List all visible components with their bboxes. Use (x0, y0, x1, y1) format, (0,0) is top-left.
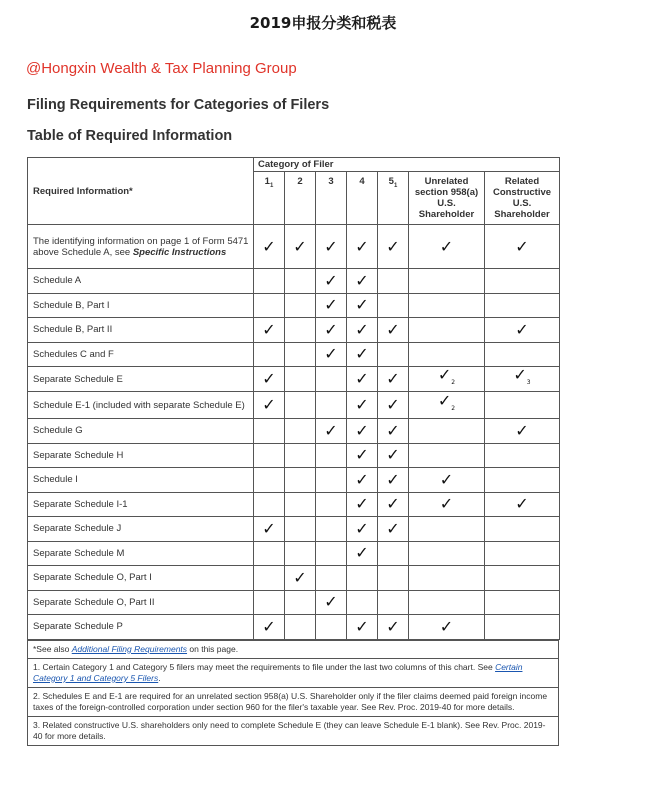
checkmark-icon: ✓ (437, 365, 452, 384)
check-cell (347, 541, 378, 566)
column-header-label: 3 (328, 176, 334, 187)
checkmark-icon: ✓ (355, 543, 369, 563)
table-row (28, 590, 560, 615)
required-info-cell (28, 367, 254, 392)
check-cell (409, 615, 485, 640)
check-cell (409, 468, 485, 493)
check-cell (347, 468, 378, 493)
check-cell (254, 293, 285, 318)
check-cell (485, 468, 560, 493)
check-cell (378, 443, 409, 468)
check-cell (485, 342, 560, 367)
check-cell (316, 615, 347, 640)
column-header-7 (485, 172, 560, 225)
check-cell (254, 615, 285, 640)
required-info-header: Required Information* (28, 158, 254, 225)
check-cell (347, 269, 378, 294)
check-cell (254, 517, 285, 542)
checkmark-icon: ✓ (355, 469, 369, 489)
check-cell (409, 566, 485, 591)
checkmark-icon: ✓ (386, 494, 400, 514)
check-cell (254, 269, 285, 294)
check-cell (485, 517, 560, 542)
check-cell (485, 392, 560, 419)
requirements-sheet (27, 157, 559, 746)
required-info-cell (28, 293, 254, 318)
required-info-cell (28, 492, 254, 517)
check-cell (316, 517, 347, 542)
category-filers-link[interactable]: Certain Category 1 and Category 5 Filers (33, 661, 523, 683)
column-header-label: 1 (264, 176, 270, 187)
checkmark-icon: ✓ (355, 420, 369, 440)
required-info-cell (28, 517, 254, 542)
check-cell (378, 492, 409, 517)
checkmark-icon: ✓ (355, 494, 369, 514)
required-info-text: Schedule B, Part I (33, 299, 110, 311)
check-cell (347, 443, 378, 468)
check-cell (378, 269, 409, 294)
checkmark-icon: ✓ (355, 518, 369, 538)
column-header-6 (409, 172, 485, 225)
table-row (28, 293, 560, 318)
checkmark-icon: ✓ (262, 518, 276, 538)
checkmark-icon: ✓ (324, 592, 338, 612)
check-cell (485, 492, 560, 517)
check-cell (409, 590, 485, 615)
check-cell (316, 392, 347, 419)
column-header-2 (285, 172, 316, 225)
brand-watermark: @Hongxin Wealth & Tax Planning Group (26, 60, 297, 77)
check-cell (485, 269, 560, 294)
required-info-cell (28, 225, 254, 269)
check-cell (485, 419, 560, 444)
required-info-text: Schedule A (33, 275, 82, 287)
check-cell (378, 468, 409, 493)
section-heading: Filing Requirements for Categories of Filers (27, 97, 330, 113)
required-info-cell (28, 342, 254, 367)
required-info-text: Separate Schedule H (33, 449, 124, 461)
see-also-note (28, 640, 559, 658)
check-cell (254, 566, 285, 591)
check-cell (409, 541, 485, 566)
check-cell (485, 541, 560, 566)
required-info-cell (28, 566, 254, 591)
checkmark-icon: ✓ (515, 420, 529, 440)
column-header-footnote-ref: 1 (269, 182, 274, 189)
check-cell (316, 419, 347, 444)
check-cell (378, 293, 409, 318)
required-info-text: Separate Schedule O, Part II (33, 596, 155, 608)
column-header-label: 4 (359, 176, 365, 187)
checkmark-icon: ✓ (515, 319, 529, 339)
required-info-text: Schedule E-1 (included with separate Schedule E) (33, 399, 245, 411)
see-also-post-text: on this page. (187, 643, 239, 654)
table-row (28, 443, 560, 468)
required-info-text: Separate Schedule P (33, 621, 123, 633)
checkmark-icon: ✓ (355, 369, 369, 389)
table-row (28, 492, 560, 517)
required-info-text: Separate Schedule J (33, 523, 122, 535)
specific-instructions-ref: Specific Instructions (132, 246, 227, 258)
checkmark-icon: ✓ (439, 236, 454, 256)
checkmark-icon: ✓ (386, 319, 400, 339)
additional-filing-requirements-link[interactable]: Additional Filing Requirements (71, 643, 188, 654)
check-cell (316, 342, 347, 367)
requirements-table (27, 157, 560, 640)
required-info-cell (28, 269, 254, 294)
required-info-cell (28, 615, 254, 640)
check-cell (378, 225, 409, 269)
check-cell (409, 367, 485, 392)
check-cell (254, 367, 285, 392)
check-cell (409, 443, 485, 468)
checkmark-icon: ✓ (355, 319, 369, 339)
check-cell (316, 269, 347, 294)
check-cell (409, 342, 485, 367)
required-info-text: Schedule B, Part II (33, 324, 113, 336)
checkmark-icon: ✓ (262, 236, 276, 256)
check-cell (378, 541, 409, 566)
checkmark-icon: ✓ (439, 494, 454, 514)
checkmark-icon: ✓ (324, 420, 338, 440)
required-info-cell (28, 468, 254, 493)
check-cell (485, 367, 560, 392)
check-cell (254, 225, 285, 269)
check-cell (485, 443, 560, 468)
checkmark-icon: ✓ (439, 469, 454, 489)
check-cell (409, 517, 485, 542)
check-cell (316, 492, 347, 517)
checkmark-icon: ✓ (386, 616, 400, 636)
check-cell (285, 342, 316, 367)
check-cell (378, 318, 409, 343)
check-cell (378, 590, 409, 615)
column-header-1 (254, 172, 285, 225)
check-cell (316, 225, 347, 269)
table-row (28, 225, 560, 269)
required-info-text: Separate Schedule E (33, 373, 123, 385)
check-cell (316, 541, 347, 566)
check-cell (347, 225, 378, 269)
check-cell (254, 443, 285, 468)
check-cell (347, 492, 378, 517)
check-cell (285, 590, 316, 615)
check-cell (347, 392, 378, 419)
check-cell (485, 615, 560, 640)
checkmark-icon: ✓ (355, 395, 369, 415)
check-cell (316, 566, 347, 591)
see-also-text: *See also (33, 643, 72, 654)
check-cell (316, 468, 347, 493)
checkmark-icon: ✓ (386, 469, 400, 489)
footnotes-table (27, 640, 559, 746)
checkmark-icon: ✓ (437, 391, 452, 411)
requirements-body (28, 225, 560, 640)
check-cell (409, 269, 485, 294)
column-header-label: 2 (297, 176, 303, 187)
footnote-ref: 3 (526, 379, 531, 387)
check-cell (378, 615, 409, 640)
checkmark-icon: ✓ (324, 236, 338, 256)
table-row (28, 367, 560, 392)
check-cell (285, 468, 316, 493)
check-cell (285, 615, 316, 640)
check-cell (347, 419, 378, 444)
table-row (28, 615, 560, 640)
check-cell (378, 367, 409, 392)
column-header-label: 5 (388, 176, 394, 187)
checkmark-icon: ✓ (386, 369, 400, 389)
table-row (28, 392, 560, 419)
table-heading: Table of Required Information (27, 128, 233, 144)
column-header-label: Unrelated section 958(a) U.S. Shareholder (414, 176, 479, 220)
check-cell (347, 566, 378, 591)
required-info-text: Schedule G (33, 425, 83, 437)
required-info-text: Separate Schedule I-1 (33, 498, 128, 510)
check-cell (409, 293, 485, 318)
check-cell (285, 419, 316, 444)
check-cell (285, 517, 316, 542)
checkmark-icon: ✓ (355, 270, 369, 290)
checkmark-icon: ✓ (262, 369, 276, 389)
check-cell (285, 566, 316, 591)
footnote-ref: 2 (451, 379, 456, 387)
check-cell (285, 392, 316, 419)
table-row (28, 269, 560, 294)
required-info-text: Schedules C and F (33, 348, 114, 360)
check-cell (409, 392, 485, 419)
required-info-text: Separate Schedule O, Part I (33, 572, 152, 584)
category-header: Category of Filer (254, 158, 560, 172)
checkmark-icon: ✓ (386, 518, 400, 538)
check-cell (254, 419, 285, 444)
check-cell (285, 443, 316, 468)
checkmark-icon: ✓ (386, 395, 400, 415)
check-cell (409, 419, 485, 444)
check-cell (347, 293, 378, 318)
footnote-2: 2. Schedules E and E-1 are required for an unrelated section 958(a) U.S. Shareholder only if the filer claims deemed paid foreign income taxes of the foreign-controlled corporation under section 960 for the filer's taxable year. See Rev. Proc. 2019-40 for more details. (28, 687, 559, 716)
check-cell (378, 419, 409, 444)
check-cell (254, 541, 285, 566)
checkmark-icon: ✓ (355, 445, 369, 465)
check-cell (378, 566, 409, 591)
footnote-1-text: 1. Certain Category 1 and Category 5 filers may meet the requirements to file under the last two columns of this chart. See (33, 661, 496, 672)
check-cell (254, 492, 285, 517)
checkmark-icon: ✓ (386, 420, 400, 440)
table-row (28, 342, 560, 367)
check-cell (347, 318, 378, 343)
check-cell (409, 492, 485, 517)
column-header-3 (316, 172, 347, 225)
table-row (28, 517, 560, 542)
required-info-cell (28, 443, 254, 468)
checkmark-icon: ✓ (262, 319, 276, 339)
checkmark-icon: ✓ (515, 236, 529, 256)
checkmark-icon: ✓ (324, 344, 338, 364)
checkmark-icon: ✓ (324, 295, 338, 315)
checkmark-icon: ✓ (293, 236, 307, 256)
required-info-cell (28, 419, 254, 444)
check-cell (254, 392, 285, 419)
check-cell (254, 342, 285, 367)
check-cell (378, 517, 409, 542)
checkmark-icon: ✓ (355, 236, 369, 256)
check-cell (285, 541, 316, 566)
required-info-cell (28, 541, 254, 566)
column-header-label: Related Constructive U.S. Shareholder (492, 176, 552, 220)
check-cell (285, 293, 316, 318)
check-cell (378, 392, 409, 419)
required-info-cell (28, 590, 254, 615)
check-cell (409, 318, 485, 343)
check-cell (285, 318, 316, 343)
check-cell (485, 566, 560, 591)
required-info-cell (28, 318, 254, 343)
check-cell (409, 225, 485, 269)
footnote-1-post-text: . (158, 672, 161, 683)
check-cell (347, 367, 378, 392)
check-cell (254, 590, 285, 615)
required-info-cell (28, 392, 254, 419)
check-cell (316, 367, 347, 392)
check-cell (285, 492, 316, 517)
column-header-4 (347, 172, 378, 225)
checkmark-icon: ✓ (513, 365, 527, 384)
checkmark-icon: ✓ (386, 445, 400, 465)
check-cell (316, 293, 347, 318)
check-cell (254, 318, 285, 343)
check-cell (285, 367, 316, 392)
check-cell (485, 590, 560, 615)
checkmark-icon: ✓ (324, 270, 338, 290)
check-cell (378, 342, 409, 367)
check-cell (316, 318, 347, 343)
check-cell (285, 269, 316, 294)
checkmark-icon: ✓ (355, 295, 369, 315)
required-info-text: The identifying information on page 1 of Form 5471 above Schedule A, see (33, 235, 249, 258)
page-title: 2019申报分类和税表 (249, 14, 397, 32)
check-cell (347, 615, 378, 640)
footnote-3: 3. Related constructive U.S. shareholders only need to complete Schedule E (they can leave Schedule E-1 blank). See Rev. Proc. 2019-40 for more details. (28, 716, 559, 745)
check-cell (347, 590, 378, 615)
checkmark-icon: ✓ (386, 236, 400, 256)
check-cell (347, 342, 378, 367)
checkmark-icon: ✓ (293, 567, 307, 587)
column-header-5 (378, 172, 409, 225)
check-cell (485, 318, 560, 343)
table-row (28, 468, 560, 493)
checkmark-icon: ✓ (355, 616, 369, 636)
checkmark-icon: ✓ (355, 344, 369, 364)
checkmark-icon: ✓ (262, 395, 276, 415)
footnote-1 (28, 658, 559, 687)
required-info-text: Separate Schedule M (33, 547, 125, 559)
column-header-footnote-ref: 1 (393, 182, 398, 189)
check-cell (254, 468, 285, 493)
checkmark-icon: ✓ (515, 494, 529, 514)
checkmark-icon: ✓ (324, 319, 338, 339)
checkmark-icon: ✓ (439, 616, 454, 636)
check-cell (485, 293, 560, 318)
check-cell (347, 517, 378, 542)
check-cell (285, 225, 316, 269)
table-row (28, 419, 560, 444)
table-row (28, 318, 560, 343)
checkmark-icon: ✓ (262, 616, 276, 636)
required-info-text: Schedule I (33, 474, 78, 486)
table-row (28, 566, 560, 591)
check-cell (316, 590, 347, 615)
table-row (28, 541, 560, 566)
check-cell (485, 225, 560, 269)
footnote-ref: 2 (451, 405, 456, 413)
check-cell (316, 443, 347, 468)
